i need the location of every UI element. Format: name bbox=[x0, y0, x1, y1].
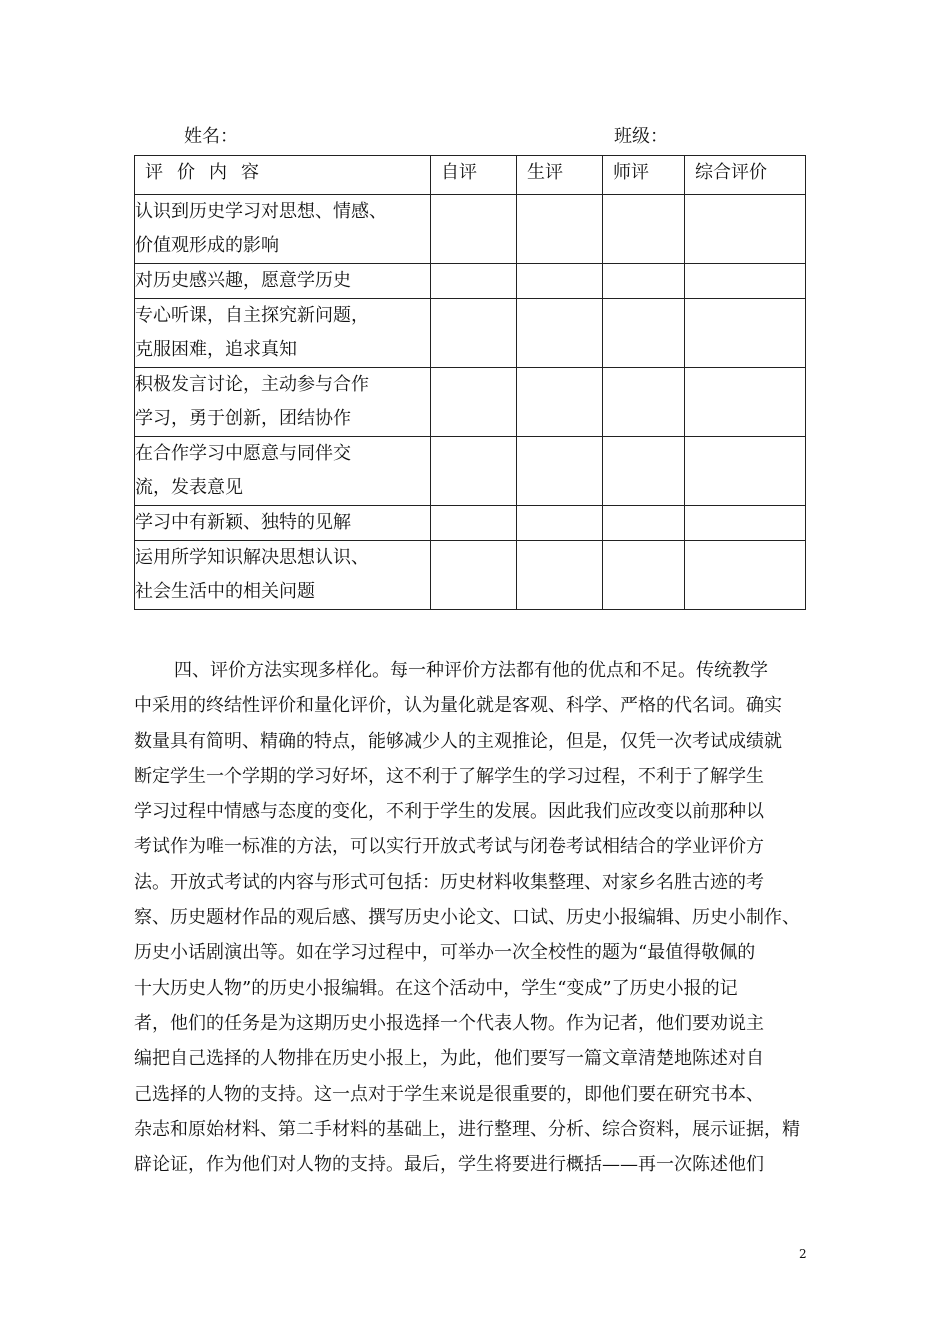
criterion-cell bbox=[135, 195, 431, 264]
header-peer-eval: 生评 bbox=[517, 156, 603, 195]
overall-eval-cell[interactable] bbox=[685, 506, 806, 541]
paragraph-line: 学习过程中情感与态度的变化，不利于学生的发展。因此我们应改变以前那种以 bbox=[134, 801, 764, 823]
criterion-line: 价值观形成的影响 bbox=[135, 235, 279, 256]
table-header-row bbox=[135, 156, 806, 195]
paragraph-line: 辟论证，作为他们对人物的支持。最后，学生将要进行概括——再一次陈述他们 bbox=[134, 1154, 764, 1176]
self-eval-cell[interactable] bbox=[431, 541, 517, 610]
self-eval-cell[interactable] bbox=[431, 299, 517, 368]
overall-eval-cell[interactable] bbox=[685, 264, 806, 299]
self-eval-cell[interactable] bbox=[431, 195, 517, 264]
peer-eval-cell[interactable] bbox=[517, 541, 603, 610]
teacher-eval-cell[interactable] bbox=[603, 264, 685, 299]
peer-eval-cell[interactable] bbox=[517, 299, 603, 368]
self-eval-cell[interactable] bbox=[431, 506, 517, 541]
criterion-line: 在合作学习中愿意与同伴交 bbox=[135, 443, 351, 464]
overall-eval-cell[interactable] bbox=[685, 299, 806, 368]
evaluation-table bbox=[134, 155, 806, 610]
criterion-cell bbox=[135, 264, 431, 299]
criterion-cell bbox=[135, 299, 431, 368]
table-row bbox=[135, 368, 806, 437]
header-self-eval: 自评 bbox=[431, 156, 517, 195]
paragraph-line: 数量具有简明、精确的特点，能够减少人的主观推论，但是，仅凭一次考试成绩就 bbox=[134, 730, 782, 752]
table-row bbox=[135, 299, 806, 368]
header-overall-eval: 综合评价 bbox=[685, 156, 806, 195]
table-row bbox=[135, 506, 806, 541]
criterion-cell bbox=[135, 506, 431, 541]
paragraph-line: 法。开放式考试的内容与形式可包括：历史材料收集整理、对家乡名胜古迹的考 bbox=[134, 871, 764, 893]
overall-eval-cell[interactable] bbox=[685, 437, 806, 506]
paragraph-line: 中采用的终结性评价和量化评价，认为量化就是客观、科学、严格的代名词。确实 bbox=[134, 695, 782, 717]
page-number: 2 bbox=[799, 1247, 807, 1261]
criterion-line: 学习中有新颖、独特的见解 bbox=[135, 512, 351, 533]
table-row bbox=[135, 264, 806, 299]
overall-eval-cell[interactable] bbox=[685, 541, 806, 610]
paragraph-line: 察、历史题材作品的观后感、撰写历史小论文、口试、历史小报编辑、历史小制作、 bbox=[134, 907, 800, 929]
criterion-line: 克服困难，追求真知 bbox=[135, 339, 297, 360]
criterion-cell bbox=[135, 437, 431, 506]
teacher-eval-cell[interactable] bbox=[603, 541, 685, 610]
criterion-line: 流，发表意见 bbox=[135, 477, 243, 498]
criterion-line: 社会生活中的相关问题 bbox=[135, 581, 315, 602]
paragraph-line: 十大历史人物”的历史小报编辑。在这个活动中，学生“变成”了历史小报的记 bbox=[134, 977, 738, 999]
criterion-line: 积极发言讨论，主动参与合作 bbox=[135, 374, 369, 395]
peer-eval-cell[interactable] bbox=[517, 264, 603, 299]
paragraph-line: 考试作为唯一标准的方法，可以实行开放式考试与闭卷考试相结合的学业评价方 bbox=[134, 836, 764, 858]
peer-eval-cell[interactable] bbox=[517, 506, 603, 541]
criterion-line: 专心听课，自主探究新问题， bbox=[135, 305, 369, 326]
criterion-line: 对历史感兴趣，愿意学历史 bbox=[135, 270, 351, 291]
peer-eval-cell[interactable] bbox=[517, 437, 603, 506]
paragraph-line: 者，他们的任务是为这期历史小报选择一个代表人物。作为记者，他们要劝说主 bbox=[134, 1012, 764, 1034]
teacher-eval-cell[interactable] bbox=[603, 195, 685, 264]
criterion-cell bbox=[135, 541, 431, 610]
header-content: 评价内容 bbox=[135, 156, 431, 195]
name-label: 姓名： bbox=[184, 126, 238, 147]
paragraph-line: 断定学生一个学期的学习好坏，这不利于了解学生的学习过程，不利于了解学生 bbox=[134, 765, 764, 787]
overall-eval-cell[interactable] bbox=[685, 368, 806, 437]
criterion-line: 学习，勇于创新，团结协作 bbox=[135, 408, 351, 429]
self-eval-cell[interactable] bbox=[431, 264, 517, 299]
criterion-line: 运用所学知识解决思想认识、 bbox=[135, 547, 369, 568]
paragraph-line: 杂志和原始材料、第二手材料的基础上，进行整理、分析、综合资料，展示证据，精 bbox=[134, 1118, 800, 1140]
table-row bbox=[135, 195, 806, 264]
class-label: 班级： bbox=[614, 126, 668, 147]
criterion-line: 认识到历史学习对思想、情感、 bbox=[135, 201, 387, 222]
teacher-eval-cell[interactable] bbox=[603, 368, 685, 437]
teacher-eval-cell[interactable] bbox=[603, 506, 685, 541]
criterion-cell bbox=[135, 368, 431, 437]
teacher-eval-cell[interactable] bbox=[603, 437, 685, 506]
paragraph-line: 历史小话剧演出等。如在学习过程中，可举办一次全校性的题为“最值得敬佩的 bbox=[134, 942, 756, 964]
header-teacher-eval: 师评 bbox=[603, 156, 685, 195]
paragraph-line: 四、评价方法实现多样化。每一种评价方法都有他的优点和不足。传统教学 bbox=[174, 660, 768, 681]
self-eval-cell[interactable] bbox=[431, 437, 517, 506]
table-row bbox=[135, 437, 806, 506]
overall-eval-cell[interactable] bbox=[685, 195, 806, 264]
body-paragraph bbox=[134, 653, 806, 1182]
table-row bbox=[135, 541, 806, 610]
paragraph-line: 编把自己选择的人物排在历史小报上，为此，他们要写一篇文章清楚地陈述对自 bbox=[134, 1048, 764, 1070]
teacher-eval-cell[interactable] bbox=[603, 299, 685, 368]
self-eval-cell[interactable] bbox=[431, 368, 517, 437]
peer-eval-cell[interactable] bbox=[517, 195, 603, 264]
paragraph-line: 己选择的人物的支持。这一点对于学生来说是很重要的，即他们要在研究书本、 bbox=[134, 1083, 764, 1105]
peer-eval-cell[interactable] bbox=[517, 368, 603, 437]
